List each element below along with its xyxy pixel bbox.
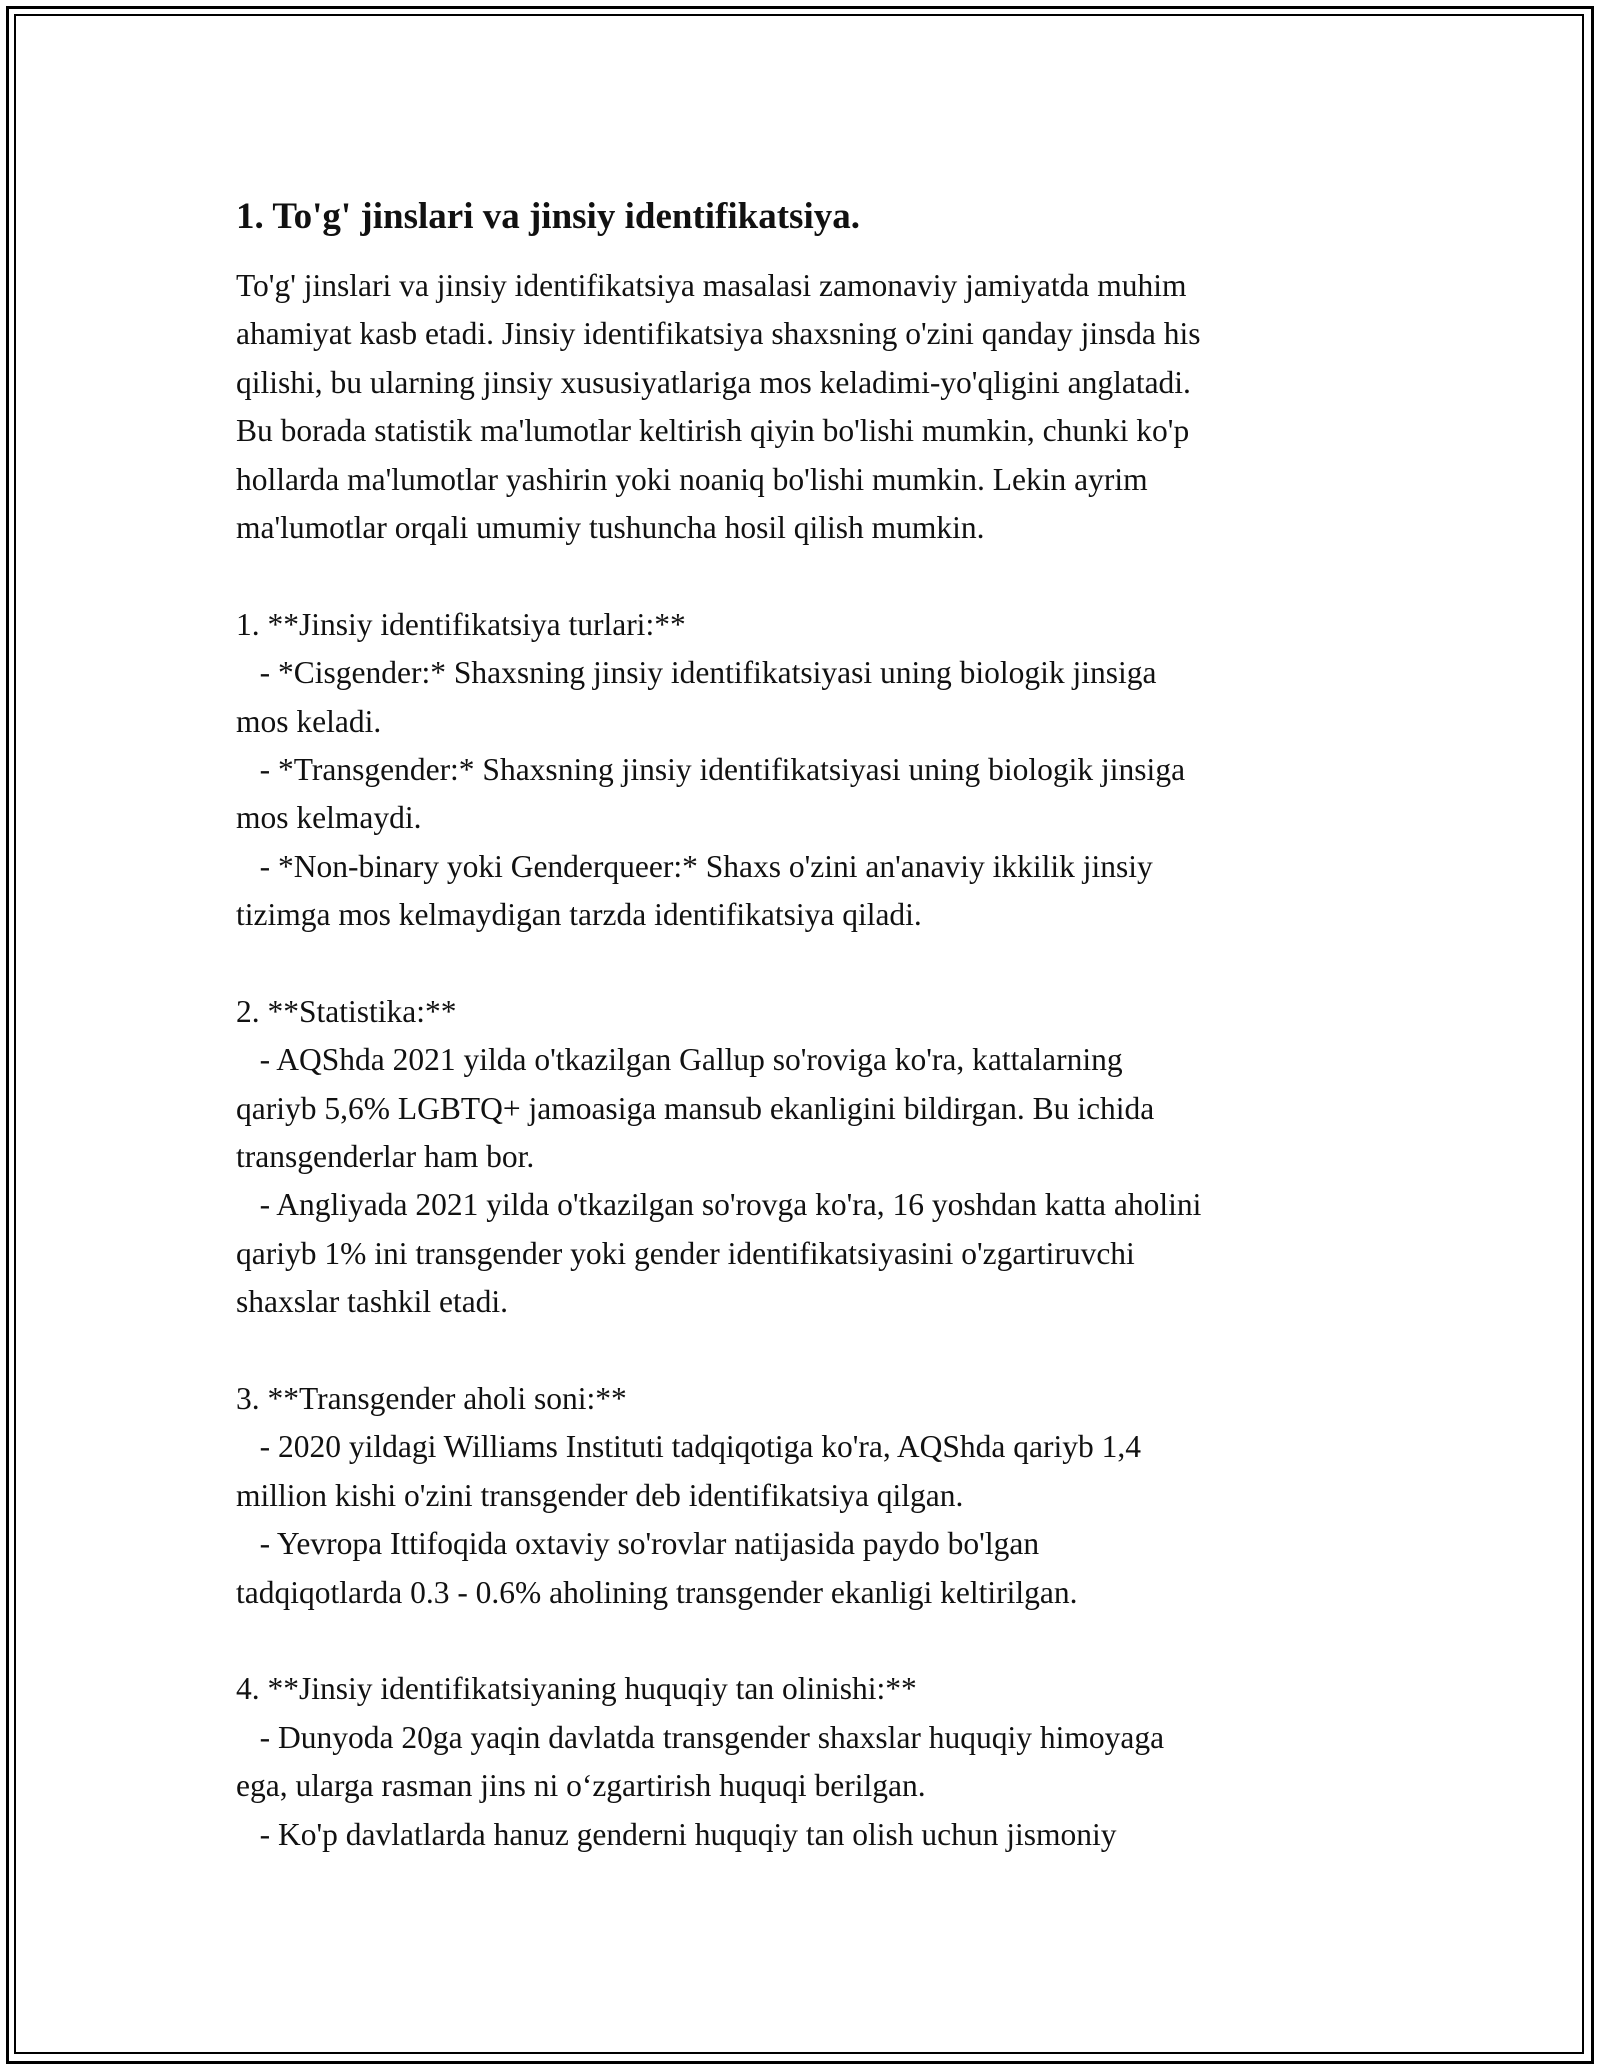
text-line: qariyb 1% ini transgender yoki gender identifikatsiyasini o'zgartiruvchi	[236, 1235, 1135, 1271]
blank-line	[236, 552, 1386, 600]
text-line: tadqiqotlarda 0.3 - 0.6% aholining transgender ekanligi keltirilgan.	[236, 1574, 1078, 1610]
text-line: mos keladi.	[236, 703, 382, 739]
blank-line	[236, 939, 1386, 987]
text-line: - Angliyada 2021 yilda o'tkazilgan so'rovga ko'ra, 16 yoshdan katta aholini	[236, 1187, 1202, 1223]
text-line: - *Non-binary yoki Genderqueer:* Shaxs o'zini an'anaviy ikkilik jinsiy	[236, 848, 1153, 884]
text-line: ma'lumotlar orqali umumiy tushuncha hosil qilish mumkin.	[236, 509, 985, 545]
document-body	[236, 188, 1386, 1859]
document-text	[236, 262, 1386, 1859]
text-line: shaxslar tashkil etadi.	[236, 1284, 509, 1320]
blank-line	[236, 1617, 1386, 1665]
text-line: - *Transgender:* Shaxsning jinsiy identifikatsiyasi uning biologik jinsiga	[236, 751, 1186, 787]
text-line: 3. **Transgender aholi soni:**	[236, 1380, 627, 1416]
text-line: transgenderlar ham bor.	[236, 1139, 535, 1175]
text-line: - Yevropa Ittifoqida oxtaviy so'rovlar natijasida paydo bo'lgan	[236, 1526, 1040, 1562]
text-line: - Dunyoda 20ga yaqin davlatda transgender shaxslar huquqiy himoyaga	[236, 1719, 1165, 1755]
document-title: 1. To'g' jinslari va jinsiy identifikatsiya.	[236, 196, 860, 237]
text-line: 2. **Statistika:**	[236, 993, 457, 1029]
text-line: - *Cisgender:* Shaxsning jinsiy identifikatsiyasi uning biologik jinsiga	[236, 655, 1157, 691]
text-line: hollarda ma'lumotlar yashirin yoki noaniq bo'lishi mumkin. Lekin ayrim	[236, 461, 1148, 497]
text-line: mos kelmaydi.	[236, 800, 422, 836]
text-line: ahamiyat kasb etadi. Jinsiy identifikatsiya shaxsning o'zini qanday jinsda his	[236, 316, 1201, 352]
text-line: qilishi, bu ularning jinsiy xususiyatlariga mos keladimi-yo'qligini anglatadi.	[236, 364, 1191, 400]
text-line: tizimga mos kelmaydigan tarzda identifikatsiya qiladi.	[236, 897, 922, 933]
text-line: 4. **Jinsiy identifikatsiyaning huquqiy tan olinishi:**	[236, 1671, 917, 1707]
text-line: - Ko'p davlatlarda hanuz genderni huquqiy tan olish uchun jismoniy	[236, 1816, 1117, 1852]
text-line: Bu borada statistik ma'lumotlar keltirish qiyin bo'lishi mumkin, chunki ko'p	[236, 413, 1190, 449]
text-line: - AQShda 2021 yilda o'tkazilgan Gallup so'roviga ko'ra, kattalarning	[236, 1042, 1123, 1078]
text-line: ega, ularga rasman jins ni o‘zgartirish huquqi berilgan.	[236, 1768, 926, 1804]
text-line: To'g' jinslari va jinsiy identifikatsiya masalasi zamonaviy jamiyatda muhim	[236, 268, 1187, 303]
text-line: million kishi o'zini transgender deb identifikatsiya qilgan.	[236, 1477, 964, 1513]
text-line: - 2020 yildagi Williams Instituti tadqiqotiga ko'ra, AQShda qariyb 1,4	[236, 1429, 1141, 1465]
blank-line	[236, 1327, 1386, 1375]
text-line: qariyb 5,6% LGBTQ+ jamoasiga mansub ekanligini bildirgan. Bu ichida	[236, 1090, 1155, 1126]
text-line: 1. **Jinsiy identifikatsiya turlari:**	[236, 606, 686, 642]
